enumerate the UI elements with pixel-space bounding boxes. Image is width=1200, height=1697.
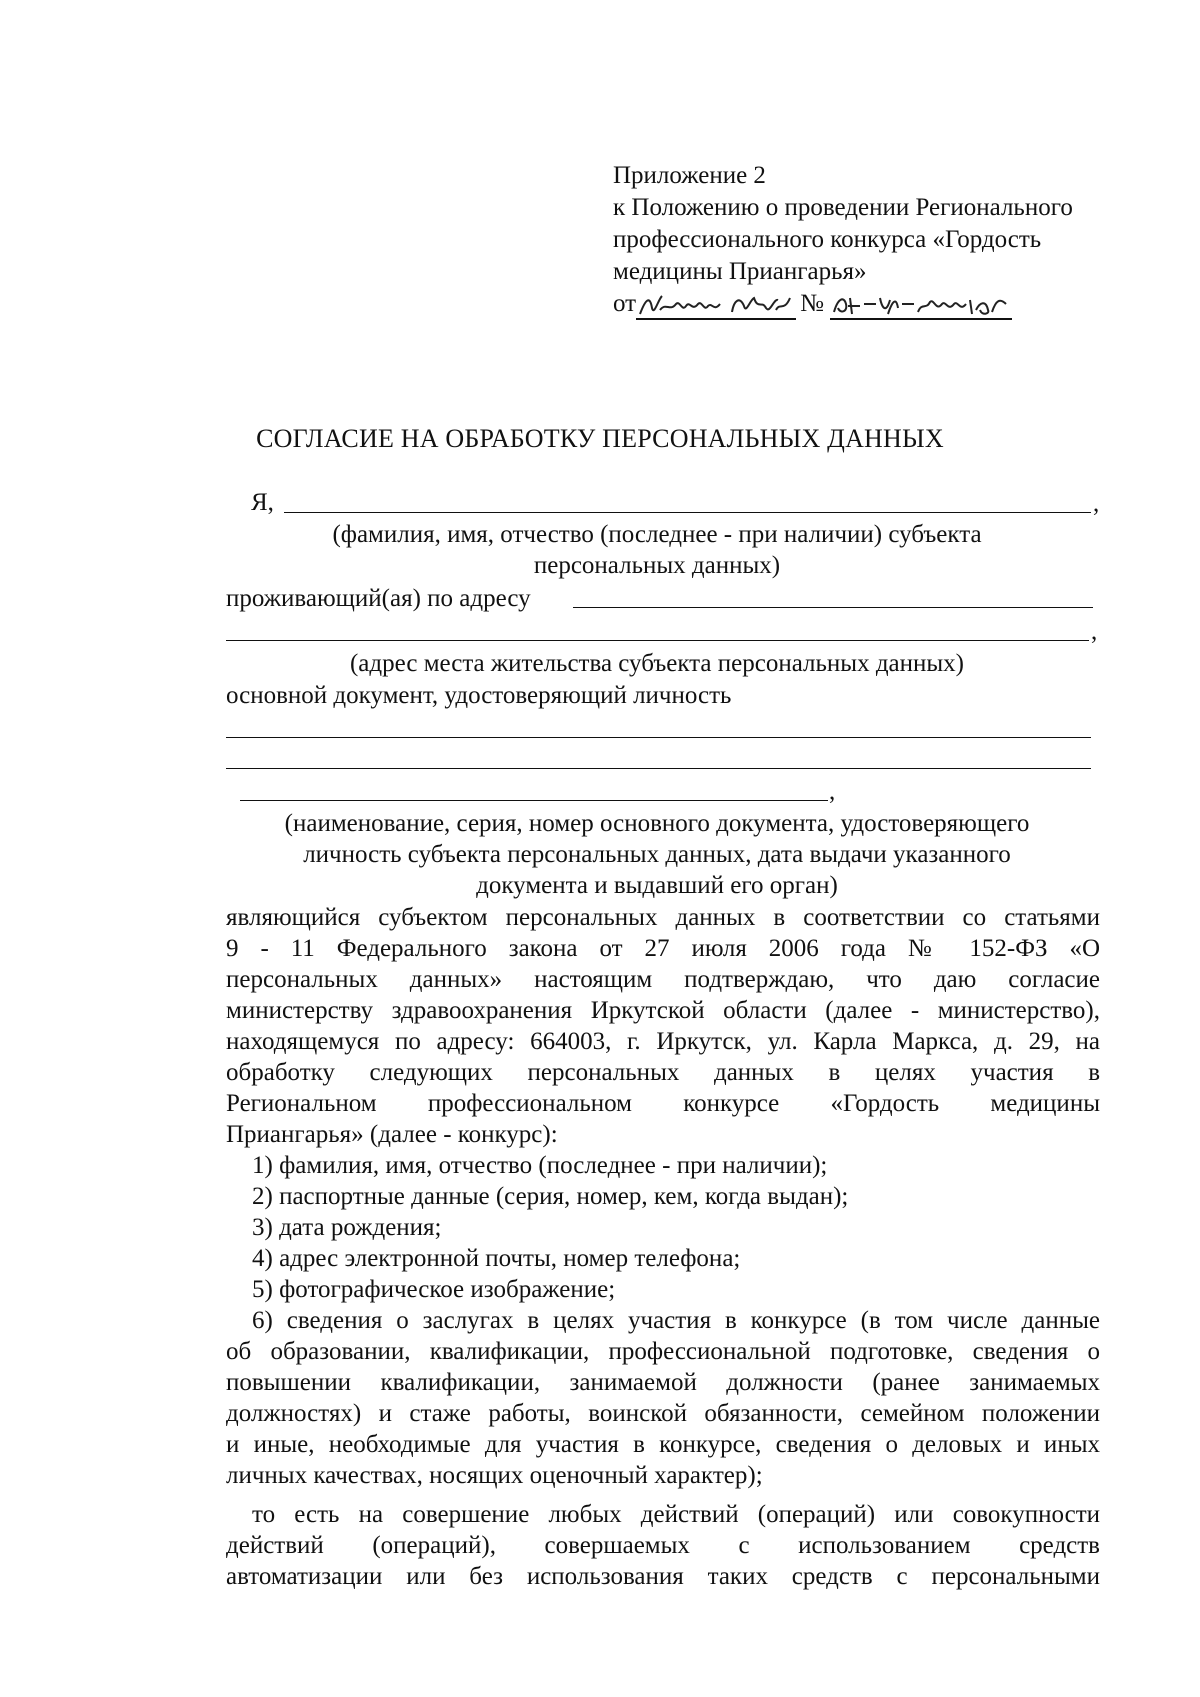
attachment-block — [613, 160, 1133, 320]
i-label: Я, — [251, 489, 274, 516]
attachment-date-line — [613, 288, 1133, 320]
list-item: 1) фамилия, имя, отчество (последнее - при наличии); — [252, 1152, 828, 1179]
address-caption: (адрес места жительства субъекта персональных данных) — [349, 650, 965, 677]
paragraph-line: персональных данных» настоящим подтверждаю, что даю согласие — [226, 966, 1100, 993]
paragraph-line: Региональном профессиональном конкурсе «Гордость медицины — [226, 1090, 1100, 1117]
number-label: № — [800, 290, 824, 317]
document-caption-2: личность субъекта персональных данных, дата выдачи указанного — [303, 841, 1011, 868]
paragraph-line: и иные, необходимые для участия в конкурсе, сведения о деловых и иных — [226, 1431, 1100, 1458]
paragraph-operations — [226, 1499, 1100, 1592]
paragraph-line: находящемуся по адресу: 664003, г. Иркутск, ул. Карла Маркса, д. 29, на — [226, 1028, 1100, 1055]
fio-caption-2: персональных данных) — [533, 552, 781, 579]
paragraph-line: автоматизации или без использования таких средств с персональными — [226, 1563, 1100, 1590]
list-item: 4) адрес электронной почты, номер телефона; — [252, 1245, 741, 1272]
paragraph-line: обработку следующих персональных данных в целях участия в — [226, 1059, 1100, 1086]
paragraph-line: то есть на совершение любых действий (операций) или совокупности — [252, 1501, 1100, 1528]
document-comma: , — [829, 778, 836, 805]
paragraph-line: личных качествах, носящих оценочный характер); — [226, 1462, 763, 1489]
paragraph-line: Приангарья» (далее - конкурс): — [226, 1121, 558, 1148]
document-caption-1: (наименование, серия, номер основного документа, удостоверяющего — [284, 810, 1030, 837]
data-list — [226, 1150, 1100, 1305]
fio-field-line[interactable] — [284, 512, 1091, 513]
address-label: проживающий(ая) по адресу — [226, 585, 531, 612]
attachment-line-3: профессионального конкурса «Гордость — [613, 226, 1042, 253]
paragraph-line: действий (операций), совершаемых с использованием средств — [226, 1532, 1100, 1559]
list-item: 5) фотографическое изображение; — [252, 1276, 616, 1303]
paragraph-line: министерству здравоохранения Иркутской области (далее - министерство), — [226, 997, 1100, 1024]
paragraph-line: 9 - 11 Федерального закона от 27 июля 2006 года № 152-ФЗ «О — [226, 935, 1100, 962]
list-item: 2) паспортные данные (серия, номер, кем, когда выдан); — [252, 1183, 849, 1210]
list-item: 3) дата рождения; — [252, 1214, 442, 1241]
paragraph-consent — [226, 902, 1100, 1150]
paragraph-merits — [226, 1305, 1100, 1491]
document-title: СОГЛАСИЕ НА ОБРАБОТКУ ПЕРСОНАЛЬНЫХ ДАННЫХ — [256, 424, 944, 453]
document-label: основной документ, удостоверяющий личность — [226, 682, 732, 709]
paragraph-line: об образовании, квалификации, профессиональной подготовке, сведения о — [226, 1338, 1100, 1365]
document-caption-3: документа и выдавший его орган) — [476, 872, 838, 899]
fio-comma: , — [1093, 490, 1100, 517]
attachment-line-2: к Положению о проведении Регионального — [613, 194, 1073, 221]
handwritten-number — [830, 288, 1012, 320]
document-field-line-1[interactable] — [226, 737, 1091, 738]
paragraph-line: повышении квалификации, занимаемой должности (ранее занимаемых — [226, 1369, 1100, 1396]
document-field-line-2[interactable] — [226, 768, 1091, 769]
address-comma: , — [1091, 618, 1098, 645]
address-field-line-1[interactable] — [573, 607, 1093, 608]
paragraph-line: 6) сведения о заслугах в целях участия в конкурсе (в том числе данные — [252, 1307, 1100, 1334]
address-field-line-2[interactable] — [226, 640, 1089, 641]
handwritten-date — [636, 288, 796, 320]
from-label: от — [613, 290, 637, 317]
attachment-line-1: Приложение 2 — [613, 162, 766, 189]
paragraph-line: должностях) и стаже работы, воинской обязанности, семейном положении — [226, 1400, 1100, 1427]
attachment-line-4: медицины Приангарья» — [613, 258, 867, 285]
paragraph-line: являющийся субъектом персональных данных в соответствии со статьями — [226, 904, 1100, 931]
document-field-line-3[interactable] — [240, 800, 828, 801]
fio-caption-1: (фамилия, имя, отчество (последнее - при наличии) субъекта — [332, 521, 982, 548]
